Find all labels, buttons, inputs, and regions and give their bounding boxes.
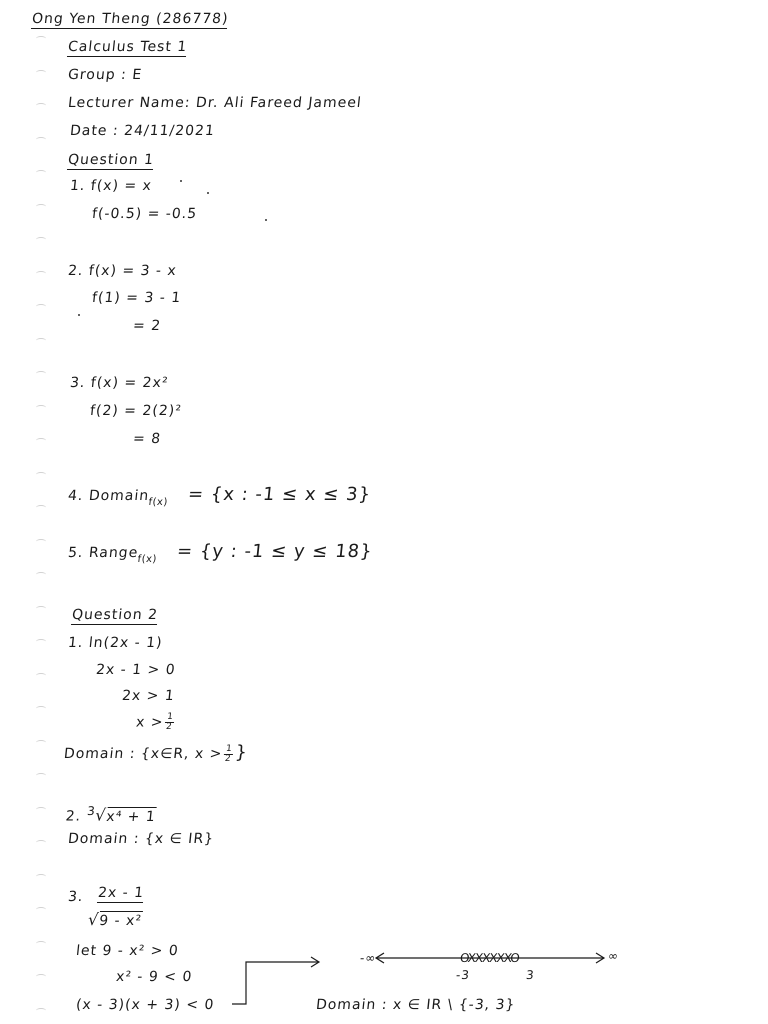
q1-part3-line3: = 8 (132, 431, 162, 447)
group-line: Group : E (67, 67, 143, 83)
q1-part3-line1: 3. f(x) = 2x² (69, 375, 170, 391)
q2-part3-label: 3. (67, 889, 85, 905)
number-line-marks: OXXXXXXO (459, 951, 520, 965)
q1-part5-label: 5. Range (67, 545, 140, 561)
test-title-text: Calculus Test 1 (67, 39, 189, 55)
q2-part3-denominator-text: 9 - x² (98, 913, 143, 929)
q1-part4-set: = {x : -1 ≤ x ≤ 3} (186, 484, 373, 505)
date-line: Date : 24/11/2021 (69, 123, 216, 139)
q1-part1-line1: 1. f(x) = x (69, 178, 153, 194)
q1-part1-line2: f(-0.5) = -0.5 (91, 206, 198, 222)
radicand: x⁴ + 1 (105, 808, 157, 825)
q2-part3-domain: Domain : x ∈ IR \ {-3, 3} (315, 997, 517, 1013)
fraction-denominator: 2 (165, 722, 174, 732)
tick-label-negative-3: -3 (455, 968, 471, 982)
q2-part1-line2: 2x - 1 > 0 (95, 662, 177, 678)
square-root-icon: √ (87, 910, 101, 929)
radical-sign-icon: √ (94, 805, 108, 825)
q2-part1-line1: 1. ln(2x - 1) (67, 635, 164, 651)
cube-root-index: 3 (86, 804, 97, 818)
q2-part2-domain: Domain : {x ∈ IR} (67, 831, 215, 847)
q2-part3-line-b: x² - 9 < 0 (115, 969, 194, 985)
q1-part5-set: = {y : -1 ≤ y ≤ 18} (175, 541, 374, 562)
q2-part1-line3: 2x > 1 (121, 688, 176, 704)
student-name-text: Ong Yen Theng (286778) (31, 11, 230, 27)
q1-part2-line2: f(1) = 3 - 1 (91, 290, 183, 306)
fraction-numerator: 1 (225, 743, 234, 754)
q2-part1-line4-prefix: x > (135, 714, 165, 731)
q2-part3-numerator-text: 2x - 1 (97, 885, 145, 901)
positive-infinity-label: ∞ (607, 949, 620, 963)
q2-part3-line-c: (x - 3)(x + 3) < 0 (75, 997, 216, 1013)
q1-part4-label: 4. Domain (67, 488, 151, 504)
tick-label-3: 3 (525, 968, 536, 982)
q2-part2-label: 2. (64, 808, 82, 825)
q2-part3-let-line: let 9 - x² > 0 (75, 943, 180, 959)
q2-part1-domain-prefix: Domain : {x∈R, x > (63, 746, 224, 762)
question-1-heading-text: Question 1 (67, 152, 155, 168)
fraction-denominator: 2 (224, 753, 233, 764)
lecturer-line: Lecturer Name: Dr. Ali Fareed Jameel (67, 95, 363, 111)
q1-part3-line2: f(2) = 2(2)² (89, 403, 183, 419)
question-2-heading-text: Question 2 (71, 607, 159, 623)
q2-part1-domain-suffix: } (234, 742, 249, 763)
fraction-numerator: 1 (166, 712, 175, 722)
negative-infinity-label: -∞ (359, 951, 378, 965)
q1-part4-subscript: f(x) (147, 497, 169, 508)
q1-part5-subscript: f(x) (136, 554, 158, 565)
q1-part2-line3: = 2 (132, 318, 162, 334)
q1-part2-line1: 2. f(x) = 3 - x (67, 263, 178, 279)
bracket-arrow (232, 962, 318, 1004)
